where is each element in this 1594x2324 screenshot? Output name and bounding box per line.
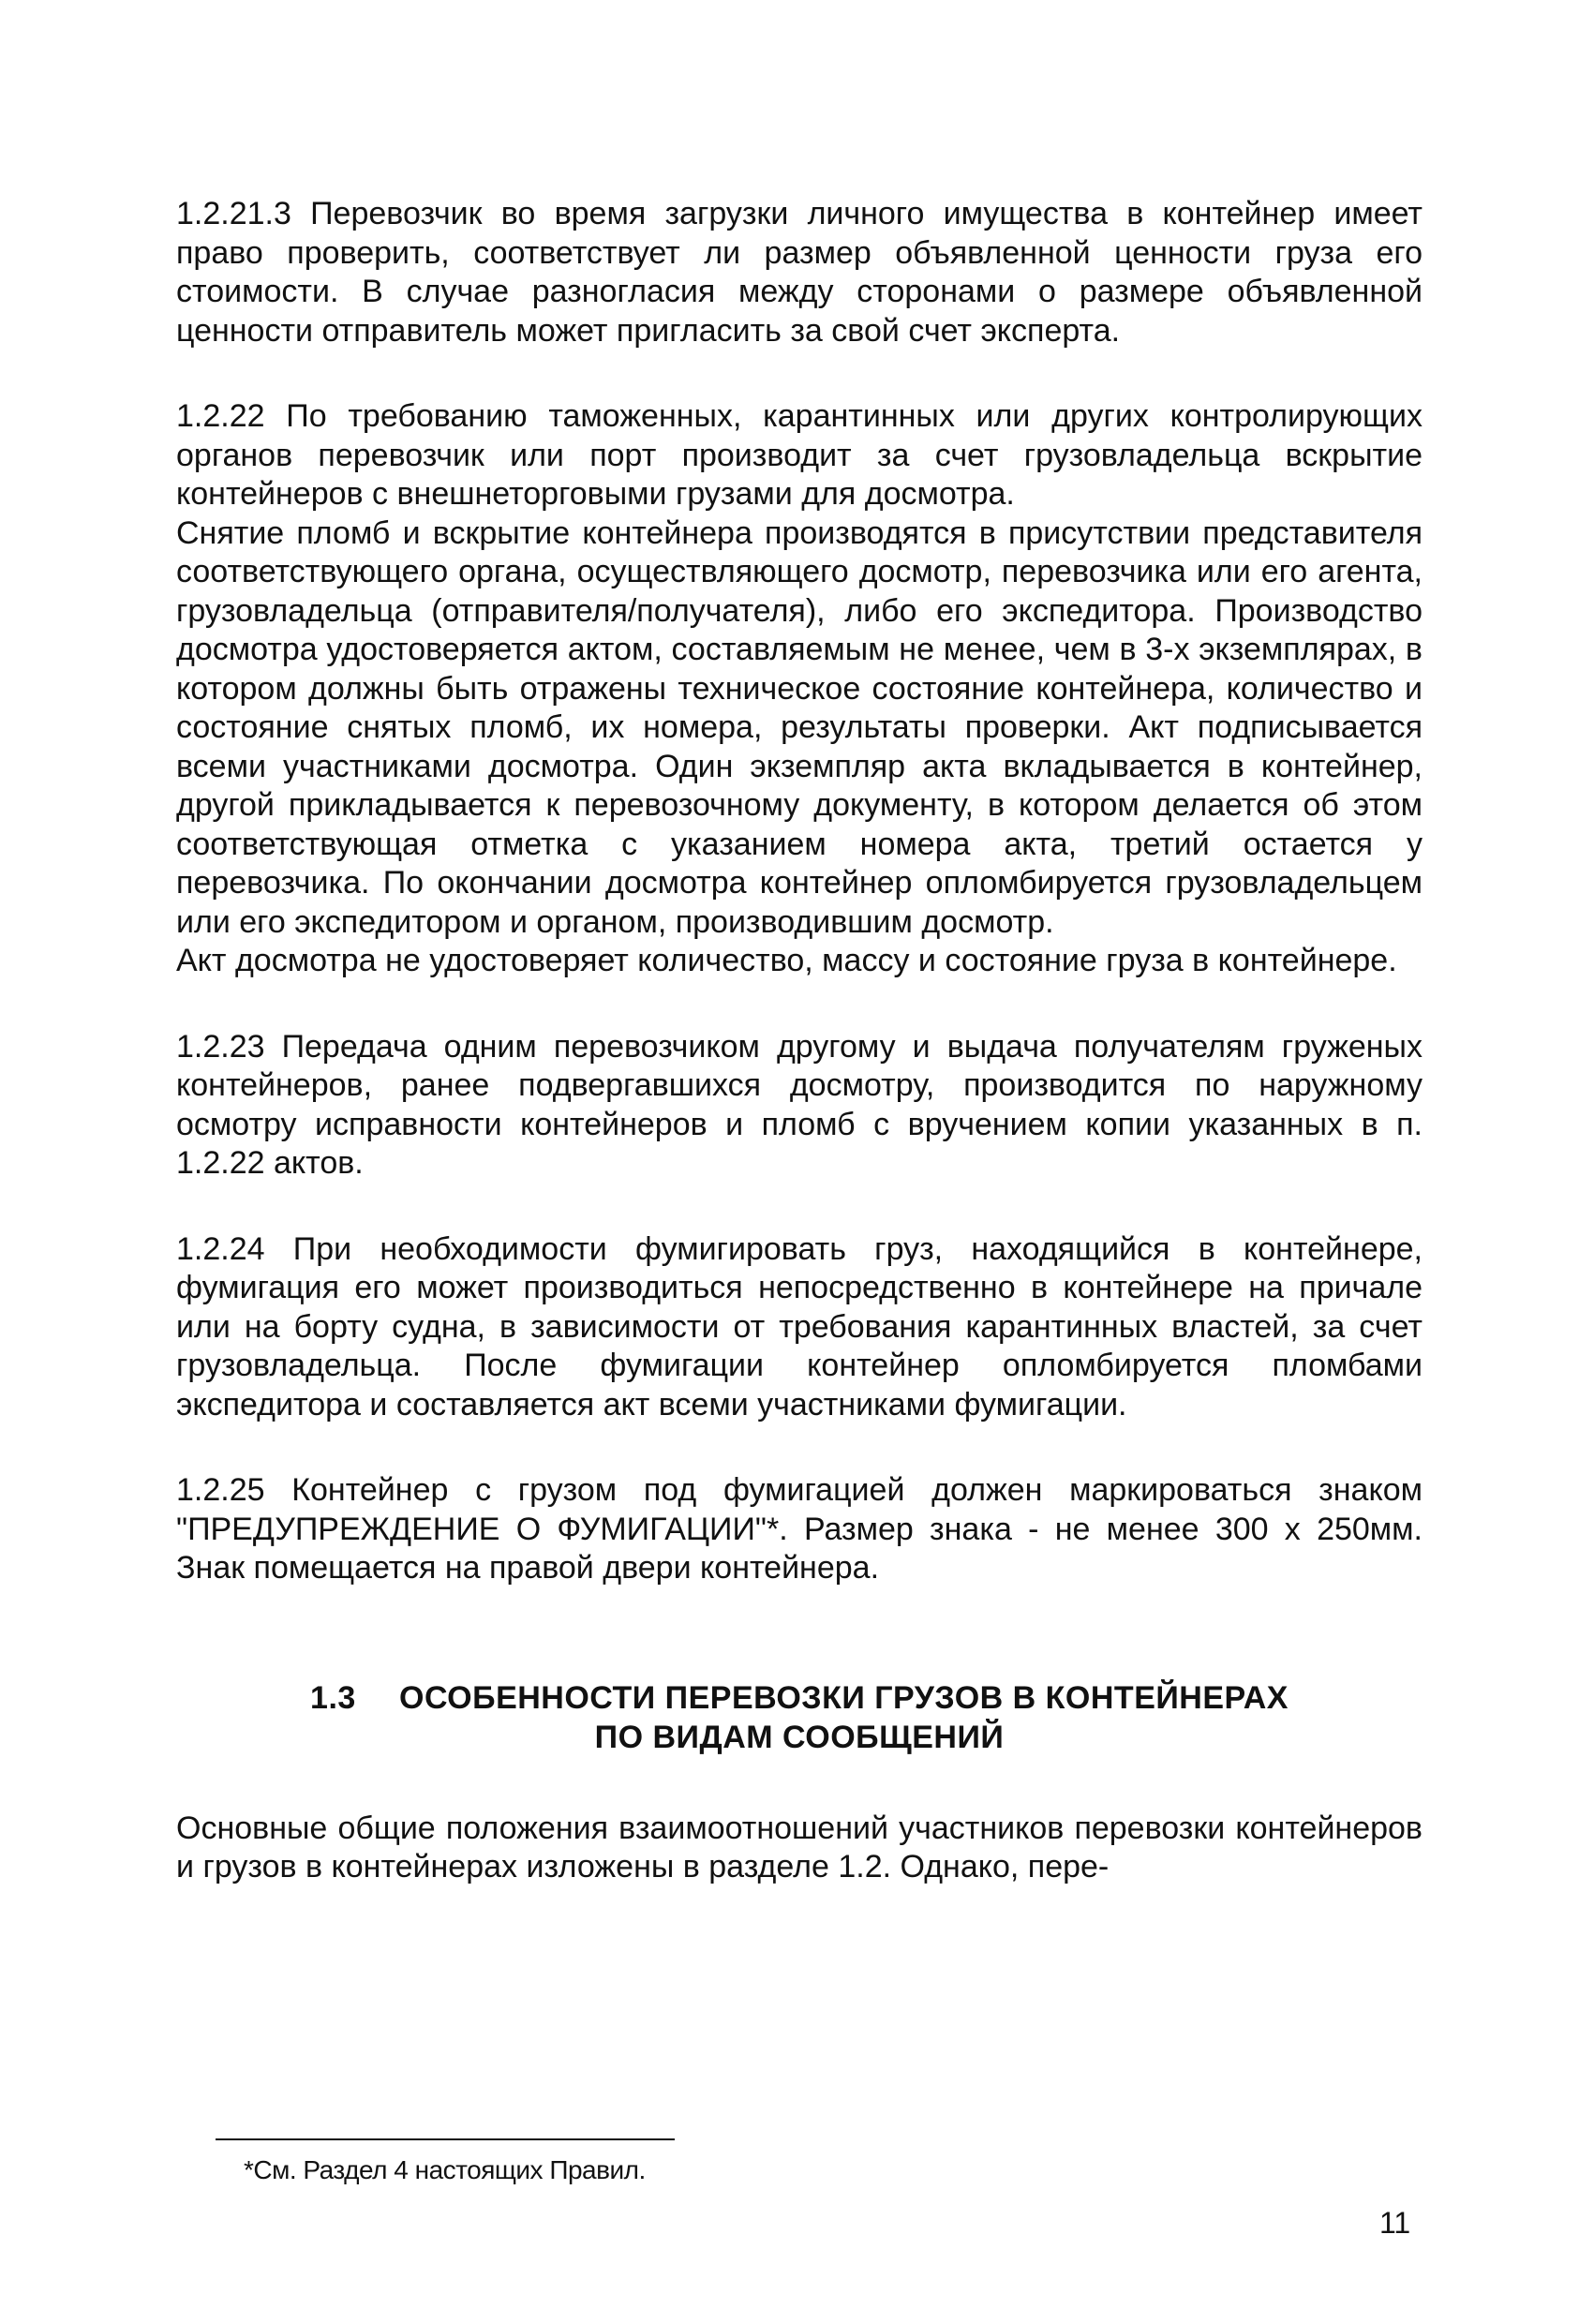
paragraph-1-2-24: 1.2.24 При необходимости фумигировать груз, находящийся в контейнере, фумигация его может производиться непосредственно в контейнере на причале или на борту судна, в зависимости от требования карантинных властей, за счет грузовладельца. После фумигации контейнер опломбируется пломбами экспедитора и составляется акт всеми участниками фумигации. bbox=[176, 1230, 1423, 1423]
paragraph-section-intro: Основные общие положения взаимоотношений участников перевозки контейнеров и грузов в контейнерах изложены в разделе 1.2. Однако, пере- bbox=[176, 1810, 1423, 1885]
paragraph-1-2-22: 1.2.22 По требованию таможенных, карантинных или других контролирующих органов перевозчик или порт производит за счет грузовладельца вскрытие контейнеров с внешнеторговыми грузами для досмотра. bbox=[176, 398, 1423, 512]
paragraph-1-2-25: 1.2.25 Контейнер с грузом под фумигацией должен маркироваться знаком "ПРЕДУПРЕЖДЕНИЕ О ФУМИГАЦИИ"*. Размер знака - не менее 300 х 250мм. Знак помещается на правой двери контейнера. bbox=[176, 1472, 1423, 1586]
paragraph-inspection: Снятие пломб и вскрытие контейнера производятся в присутствии представителя соответствующего органа, осуществляющего досмотр, перевозчика или его агента, грузовладельца (отправителя/получателя), либо его экспедитора. Производство досмотра удостоверяется актом, составляемым не менее, чем в 3-х экземплярах, в котором должны быть отражены техническое состояние контейнера, количество и состояние снятых пломб, их номера, результаты проверки. Акт подписывается всеми участниками досмотра. Один экземпляр акта вкладывается в контейнер, другой прикладывается к перевозочному документу, в котором делается об этом соответствующая отметка с указанием номера акта, третий остается у перевозчика. По окончании досмотра контейнер опломбируется грузовладельцем или его экспедитором и органом, производившим досмотр. bbox=[176, 514, 1423, 940]
section-title-line-2: ПО ВИДАМ СООБЩЕНИЙ bbox=[594, 1719, 1005, 1755]
paragraph-inspection-act: Акт досмотра не удостоверяет количество, массу и состояние груза в контейнере. bbox=[176, 943, 1397, 978]
page-number: 11 bbox=[1379, 2206, 1411, 2240]
section-title-line-1: ОСОБЕННОСТИ ПЕРЕВОЗКИ ГРУЗОВ В КОНТЕЙНЕРАХ bbox=[399, 1679, 1289, 1716]
main-text bbox=[176, 195, 1423, 1887]
paragraph-1-2-21-3: 1.2.21.3 Перевозчик во время загрузки личного имущества в контейнер имеет право проверить, соответствует ли размер объявленной ценности груза его стоимости. В случае разногласия между сторонами о размере объявленной ценности отправитель может пригласить за свой счет эксперта. bbox=[176, 196, 1423, 349]
paragraph-1-2-23: 1.2.23 Передача одним перевозчиком другому и выдача получателям груженых контейнеров, ранее подвергавшихся досмотру, производится по наружному осмотру исправности контейнеров и пломб с вручением копии указанных в п. 1.2.22 актов. bbox=[176, 1028, 1423, 1181]
section-heading bbox=[176, 1678, 1423, 1757]
footnote-divider bbox=[216, 2138, 675, 2140]
section-number: 1.3 bbox=[310, 1679, 356, 1716]
footnote: *См. Раздел 4 настоящих Правил. bbox=[244, 2155, 646, 2184]
